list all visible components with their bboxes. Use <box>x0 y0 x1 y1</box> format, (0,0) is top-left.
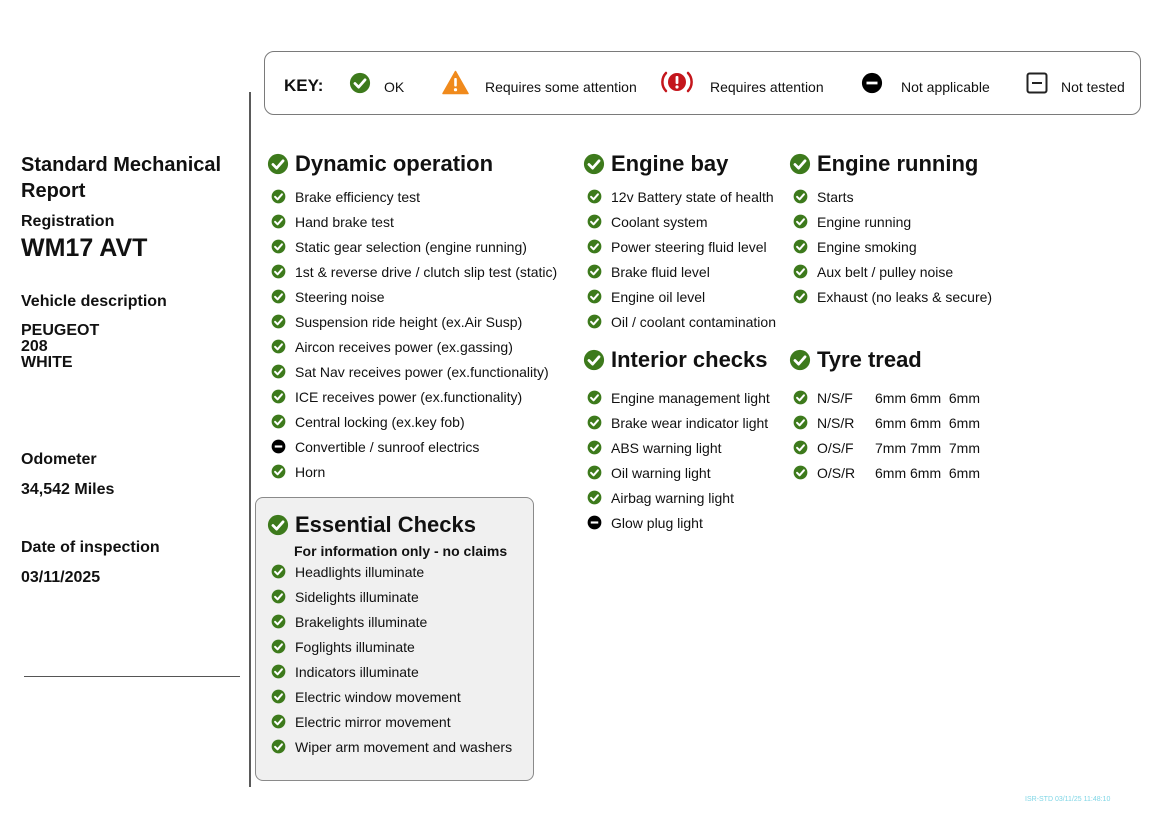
check-item <box>587 510 770 535</box>
check-item-label: Central locking (ex.key fob) <box>295 413 465 430</box>
section-check-icon <box>789 349 811 371</box>
key-not-tested-label: Not tested <box>1061 79 1125 95</box>
check-item <box>271 234 557 259</box>
tyre-row <box>793 385 980 410</box>
ok-check-icon <box>793 440 808 455</box>
check-item-label: Convertible / sunroof electrics <box>295 438 480 455</box>
inspection-date-value: 03/11/2025 <box>21 569 101 586</box>
check-item-label: Engine running <box>817 213 912 230</box>
registration-value: WM17 AVT <box>21 234 148 262</box>
check-item-label: Oil warning light <box>611 464 711 481</box>
alert-exclamation-icon <box>661 70 693 94</box>
check-item-label: Headlights illuminate <box>295 563 425 580</box>
vehicle-description <box>21 323 99 371</box>
ok-check-icon <box>587 415 602 430</box>
check-item <box>271 584 512 609</box>
ok-check-icon <box>587 490 602 505</box>
ok-check-icon <box>587 465 602 480</box>
check-item <box>587 284 776 309</box>
ok-check-icon <box>793 264 808 279</box>
not-applicable-icon <box>271 439 286 454</box>
key-not-applicable-label: Not applicable <box>901 79 990 95</box>
ok-check-icon <box>271 464 286 479</box>
not-applicable-icon <box>587 515 602 530</box>
check-item <box>793 259 992 284</box>
ok-check-icon <box>271 364 286 379</box>
ok-check-icon <box>271 339 286 354</box>
tyre-depths: 6mm 6mm 6mm <box>875 414 980 431</box>
check-item <box>271 384 557 409</box>
key-title: KEY: <box>284 76 324 95</box>
check-item-label: Aux belt / pulley noise <box>817 263 954 280</box>
section-title-text: Dynamic operation <box>295 151 494 176</box>
check-item-label: Glow plug light <box>611 514 703 531</box>
ok-check-icon <box>271 739 286 754</box>
check-item-label: Suspension ride height (ex.Air Susp) <box>295 313 523 330</box>
ok-check-icon <box>271 664 286 679</box>
check-item-label: Steering noise <box>295 288 385 305</box>
ok-check-icon <box>793 415 808 430</box>
ok-check-icon <box>793 390 808 405</box>
check-item-label: Sat Nav receives power (ex.functionality) <box>295 363 549 380</box>
ok-check-icon <box>271 589 286 604</box>
ok-check-icon <box>587 289 602 304</box>
dynamic-operation-title <box>267 151 493 177</box>
tyre-position: O/S/R <box>817 464 856 481</box>
essential-checks-title <box>267 512 476 538</box>
section-title-text: Interior checks <box>611 347 768 372</box>
section-check-icon <box>267 153 289 175</box>
tyre-depths: 7mm 7mm 7mm <box>875 439 980 456</box>
section-title-text: Essential Checks <box>295 512 476 537</box>
check-item-label: Power steering fluid level <box>611 238 767 255</box>
check-item-label: Horn <box>295 463 326 480</box>
check-item <box>271 334 557 359</box>
check-item-label: Sidelights illuminate <box>295 588 419 605</box>
ok-check-icon <box>271 614 286 629</box>
check-item-label: Electric mirror movement <box>295 713 451 730</box>
check-item <box>793 234 992 259</box>
ok-check-icon <box>271 314 286 329</box>
vehicle-model: 208 <box>21 338 48 355</box>
key-some-attention-label: Requires some attention <box>485 79 637 95</box>
ok-check-icon <box>349 72 371 94</box>
check-item <box>271 459 557 484</box>
check-item <box>271 184 557 209</box>
left-column-divider <box>249 92 251 787</box>
tyre-row <box>793 460 980 485</box>
tyre-position: N/S/R <box>817 414 855 431</box>
ok-check-icon <box>271 639 286 654</box>
check-item <box>587 234 776 259</box>
ok-check-icon <box>271 564 286 579</box>
check-item-label: Brakelights illuminate <box>295 613 428 630</box>
vehicle-description-label: Vehicle description <box>21 293 167 310</box>
registration-label: Registration <box>21 213 115 230</box>
engine-bay-list <box>587 184 776 334</box>
tyre-position: N/S/F <box>817 389 853 406</box>
vehicle-colour: WHITE <box>21 354 73 371</box>
check-item <box>271 609 512 634</box>
check-item <box>271 734 512 759</box>
check-item-label: Engine management light <box>611 389 770 406</box>
check-item <box>587 259 776 284</box>
essential-checks-note: For information only - no claims <box>294 543 508 559</box>
check-item-label: 1st & reverse drive / clutch slip test (static) <box>295 263 558 280</box>
check-item-label: Wiper arm movement and washers <box>295 738 513 755</box>
check-item-label: Brake wear indicator light <box>611 414 769 431</box>
check-item <box>271 684 512 709</box>
check-item <box>587 460 770 485</box>
ok-check-icon <box>793 289 808 304</box>
check-item-label: 12v Battery state of health <box>611 188 774 205</box>
check-item-label: Static gear selection (engine running) <box>295 238 527 255</box>
check-item <box>271 659 512 684</box>
check-item <box>271 434 557 459</box>
check-item-label: Exhaust (no leaks & secure) <box>817 288 993 305</box>
section-check-icon <box>789 153 811 175</box>
section-title-text: Tyre tread <box>817 347 922 372</box>
check-item-label: Oil / coolant contamination <box>611 313 776 330</box>
check-item-label: ABS warning light <box>611 439 722 456</box>
ok-check-icon <box>271 189 286 204</box>
check-item <box>271 709 512 734</box>
check-item <box>793 184 992 209</box>
check-item-label: Starts <box>817 188 854 205</box>
signature-line <box>24 676 240 677</box>
check-item <box>587 485 770 510</box>
check-item <box>793 284 992 309</box>
check-item-label: Foglights illuminate <box>295 638 415 655</box>
odometer-value: 34,542 Miles <box>21 481 115 498</box>
check-item-label: Engine oil level <box>611 288 706 305</box>
ok-check-icon <box>271 264 286 279</box>
check-item <box>587 385 770 410</box>
check-item <box>271 634 512 659</box>
report-title: Standard Mechanical Report <box>21 154 222 202</box>
interior-checks-title <box>583 347 768 373</box>
footer-stamp: ISR-STD 03/11/25 11:48:10 <box>1025 796 1111 803</box>
essential-checks-list <box>271 559 512 759</box>
ok-check-icon <box>793 214 808 229</box>
check-item <box>793 209 992 234</box>
check-item <box>587 309 776 334</box>
ok-check-icon <box>271 214 286 229</box>
check-item <box>587 209 776 234</box>
section-check-icon <box>583 153 605 175</box>
tyre-row <box>793 410 980 435</box>
warning-triangle-icon <box>442 70 469 95</box>
check-item-label: Coolant system <box>611 213 708 230</box>
tyre-tread-title <box>789 347 922 373</box>
check-item-label: Indicators illuminate <box>295 663 419 680</box>
tyre-row <box>793 435 980 460</box>
not-applicable-icon <box>861 72 883 94</box>
check-item <box>271 359 557 384</box>
not-tested-icon <box>1026 72 1048 94</box>
ok-check-icon <box>587 264 602 279</box>
vehicle-make: PEUGEOT <box>21 322 100 339</box>
ok-check-icon <box>271 239 286 254</box>
ok-check-icon <box>587 239 602 254</box>
check-item <box>271 259 557 284</box>
ok-check-icon <box>587 314 602 329</box>
engine-bay-title <box>583 151 728 177</box>
ok-check-icon <box>587 189 602 204</box>
check-item-label: Aircon receives power (ex.gassing) <box>295 338 513 355</box>
dynamic-operation-list <box>271 184 557 484</box>
ok-check-icon <box>793 239 808 254</box>
ok-check-icon <box>271 714 286 729</box>
ok-check-icon <box>587 390 602 405</box>
ok-check-icon <box>587 440 602 455</box>
key-ok-label: OK <box>384 79 405 95</box>
section-title-text: Engine bay <box>611 151 729 176</box>
check-item-label: Electric window movement <box>295 688 461 705</box>
check-item-label: Hand brake test <box>295 213 394 230</box>
check-item-label: ICE receives power (ex.functionality) <box>295 388 523 405</box>
check-item <box>271 409 557 434</box>
tyre-depths: 6mm 6mm 6mm <box>875 389 980 406</box>
section-check-icon <box>267 514 289 536</box>
ok-check-icon <box>271 689 286 704</box>
ok-check-icon <box>271 414 286 429</box>
check-item-label: Airbag warning light <box>611 489 734 506</box>
ok-check-icon <box>793 465 808 480</box>
ok-check-icon <box>793 189 808 204</box>
check-item <box>271 309 557 334</box>
interior-checks-list <box>587 385 770 535</box>
check-item <box>587 184 776 209</box>
check-item-label: Brake fluid level <box>611 263 710 280</box>
check-item <box>271 284 557 309</box>
tyre-depths: 6mm 6mm 6mm <box>875 464 980 481</box>
check-item-label: Brake efficiency test <box>295 188 421 205</box>
check-item <box>587 435 770 460</box>
section-check-icon <box>583 349 605 371</box>
ok-check-icon <box>271 389 286 404</box>
section-title-text: Engine running <box>817 151 979 176</box>
check-item <box>271 209 557 234</box>
check-item <box>587 410 770 435</box>
tyre-tread-list <box>793 385 980 485</box>
key-attention-label: Requires attention <box>710 79 824 95</box>
ok-check-icon <box>271 289 286 304</box>
ok-check-icon <box>587 214 602 229</box>
check-item <box>271 559 512 584</box>
engine-running-title <box>789 151 978 177</box>
odometer-label: Odometer <box>21 451 97 468</box>
tyre-position: O/S/F <box>817 439 854 456</box>
check-item-label: Engine smoking <box>817 238 917 255</box>
inspection-date-label: Date of inspection <box>21 539 160 556</box>
engine-running-list <box>793 184 992 309</box>
